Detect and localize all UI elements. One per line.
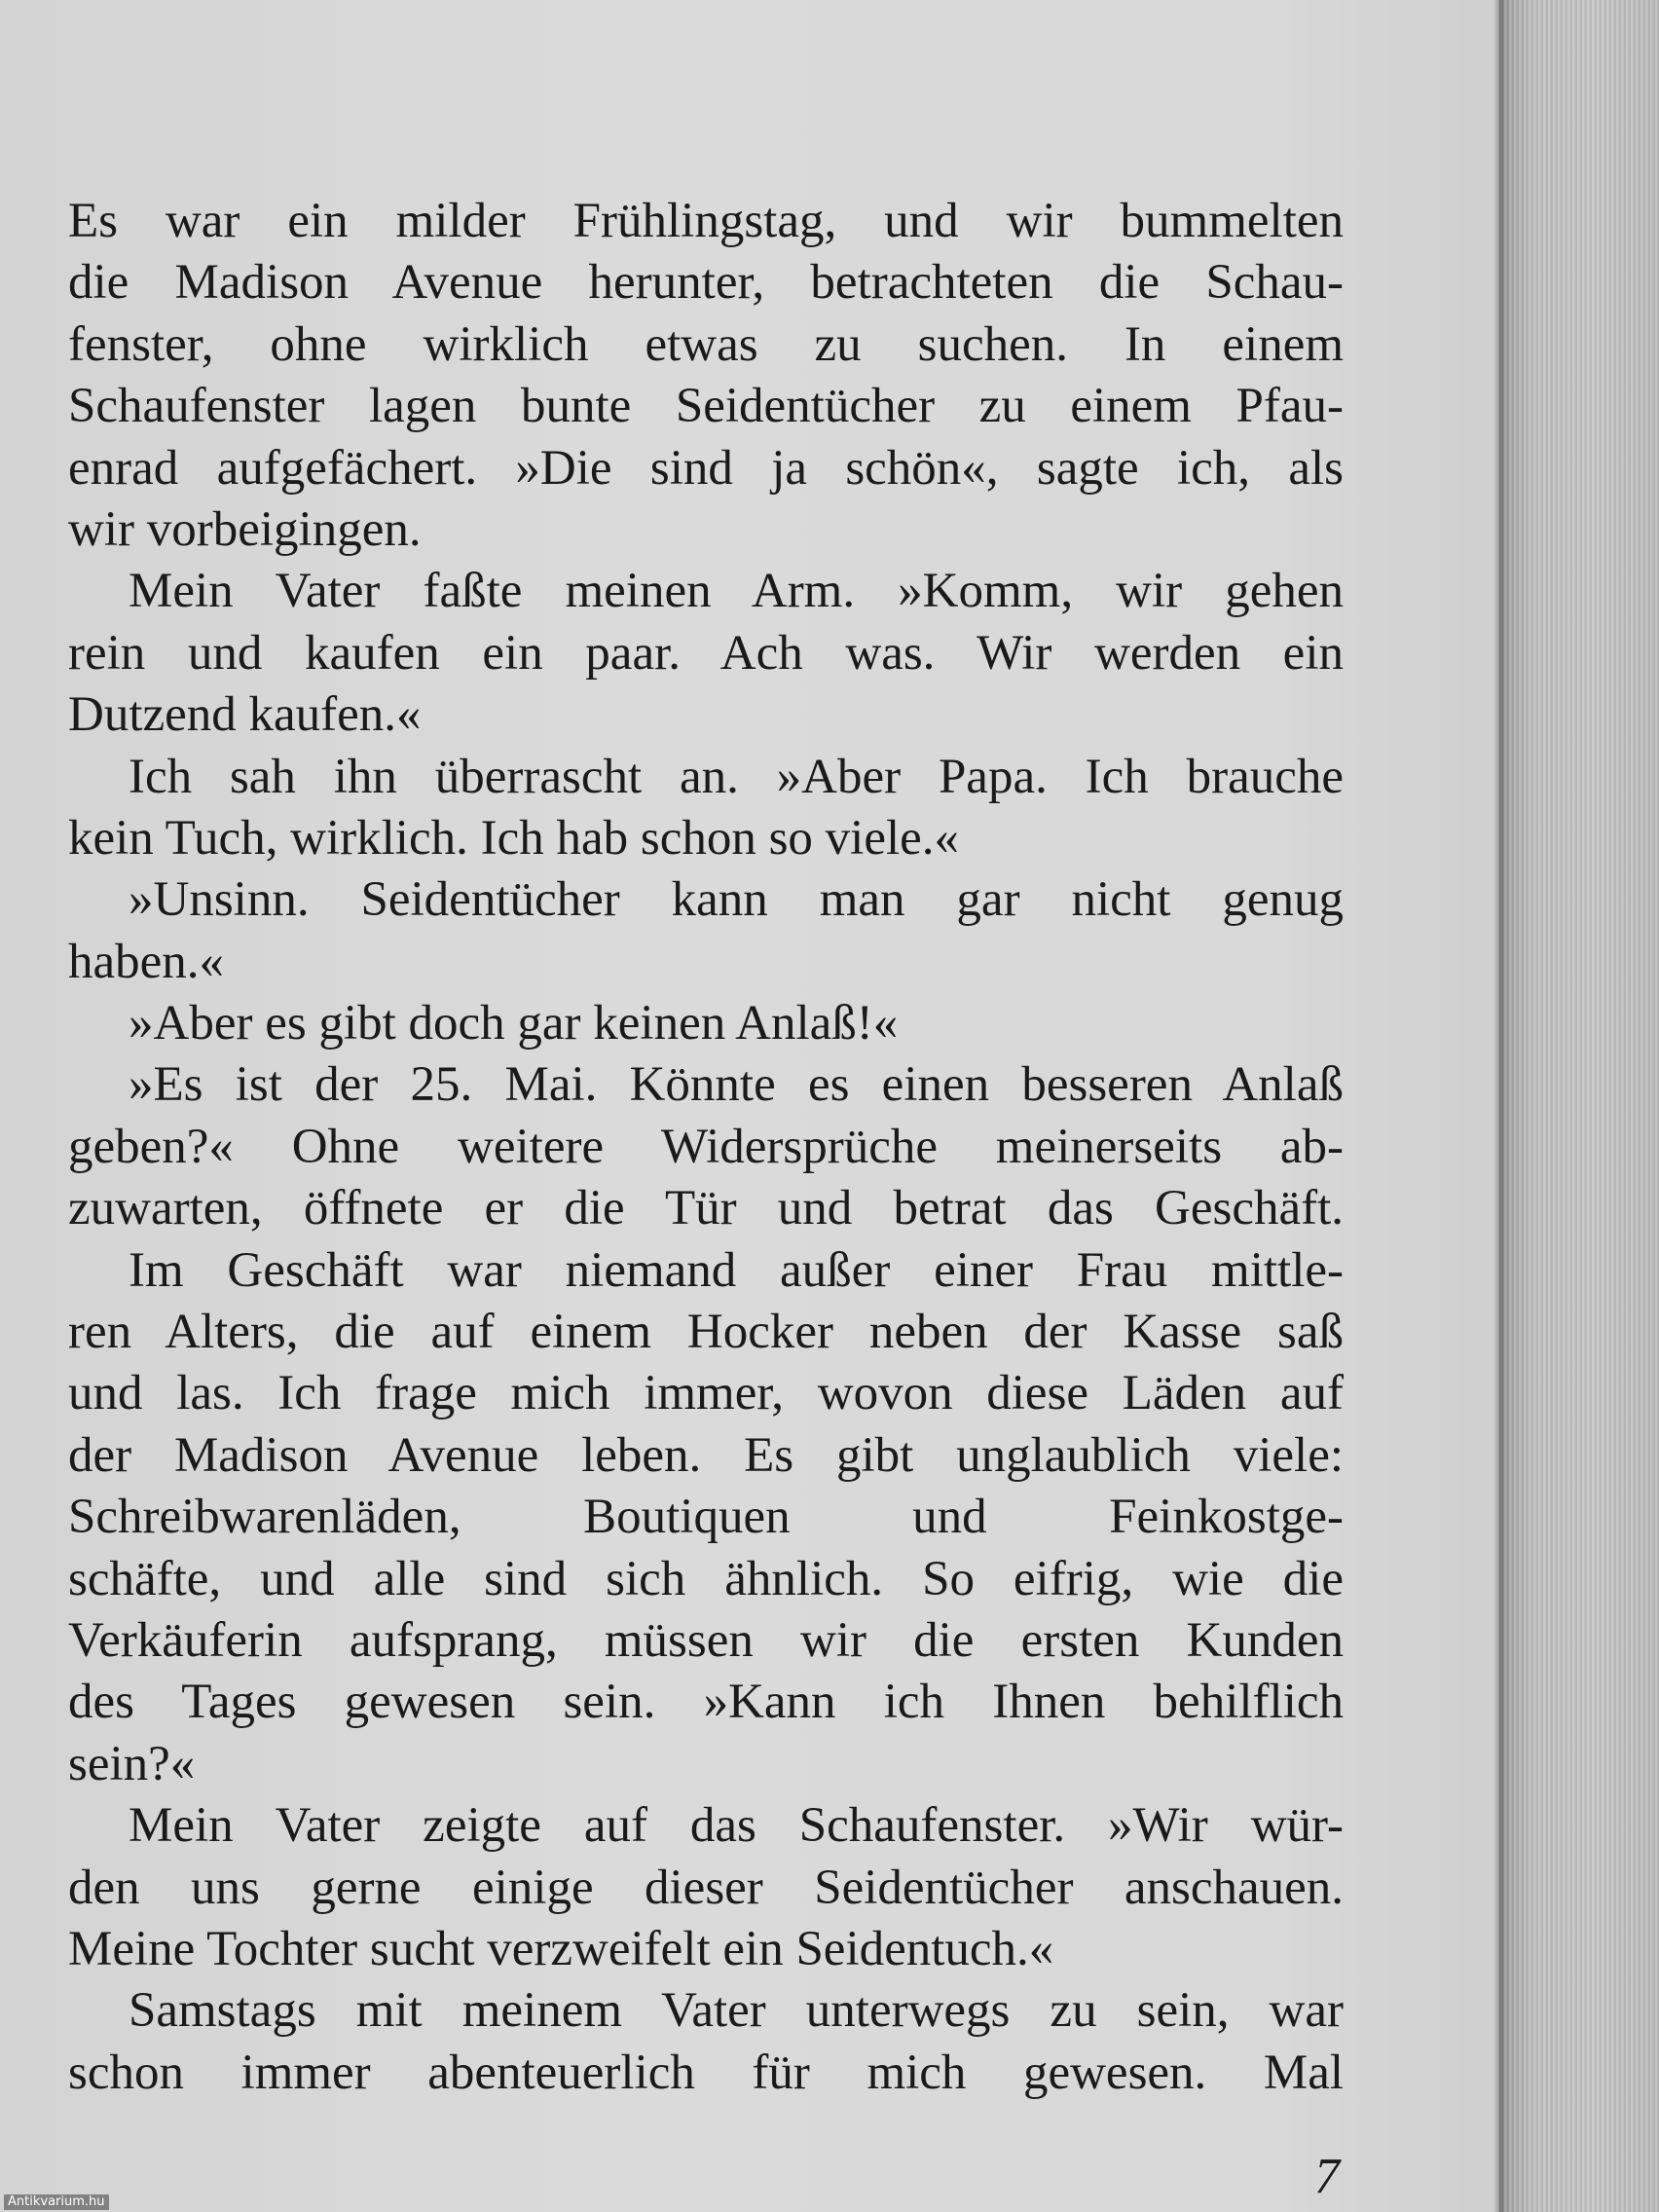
text-line: Ich sah ihn überrascht an. »Aber Papa. Ich brauche [129,749,1344,804]
text-line: Schreibwarenläden, Boutiquen und Feinkostge- [68,1490,1344,1545]
text-line: »Aber es gibt doch gar keinen Anlaß!« [129,996,899,1051]
text-line: Dutzend kaufen.« [68,687,422,743]
text-line: und las. Ich frage mich immer, wovon diese Läden auf [68,1366,1344,1421]
watermark-text: Antikvarium.hu [4,2194,109,2210]
text-line: Mein Vater faßte meinen Arm. »Komm, wir gehen [129,564,1344,619]
text-line: sein?« [68,1736,196,1791]
text-line: enrad aufgefächert. »Die sind ja schön«, sagte ich, als [68,440,1344,496]
body-text [68,191,1344,2104]
text-line: fenster, ohne wirklich etwas zu suchen. In einem [68,316,1344,372]
text-line: haben.« [68,934,225,989]
page-number: 7 [1314,2149,1340,2204]
text-line: Es war ein milder Frühlingstag, und wir bummelten [68,194,1344,248]
text-line: die Madison Avenue herunter, betrachteten die Schau- [68,255,1344,311]
text-line: Meine Tochter sucht verzweifelt ein Seidentuch.« [68,1921,1054,1976]
text-line: den uns gerne einige dieser Seidentücher anschauen. [68,1860,1344,1915]
text-line: »Es ist der 25. Mai. Könnte es einen besseren Anlaß [129,1057,1344,1113]
text-line: wir vorbeigingen. [68,501,422,557]
text-line: schon immer abenteuerlich für mich gewesen. Mal [68,2045,1344,2100]
text-line: geben?« Ohne weitere Widersprüche meinerseits ab- [68,1119,1344,1174]
text-line: der Madison Avenue leben. Es gibt unglaublich viele: [68,1427,1344,1483]
text-line: kein Tuch, wirklich. Ich hab schon so viele.« [68,810,960,866]
text-line: ren Alters, die auf einem Hocker neben der Kasse saß [68,1305,1344,1360]
text-line: Schaufenster lagen bunte Seidentücher zu einem Pfau- [68,379,1344,434]
page-edge [1499,0,1659,2212]
text-line: »Unsinn. Seidentücher kann man gar nicht genug [129,872,1344,928]
text-line: zuwarten, öffnete er die Tür und betrat das Geschäft. [68,1181,1344,1236]
text-line: Samstags mit meinem Vater unterwegs zu sein, war [129,1983,1344,2039]
text-line: Verkäuferin aufsprang, müssen wir die ersten Kunden [68,1612,1344,1668]
text-line: des Tages gewesen sein. »Kann ich Ihnen behilflich [68,1675,1344,1730]
text-line: rein und kaufen ein paar. Ach was. Wir werden ein [68,625,1344,681]
text-line: schäfte, und alle sind sich ähnlich. So eifrig, wie die [68,1551,1344,1606]
text-line: Mein Vater zeigte auf das Schaufenster. »Wir wür- [129,1798,1344,1854]
text-line: Im Geschäft war niemand außer einer Frau mittle- [129,1242,1344,1298]
